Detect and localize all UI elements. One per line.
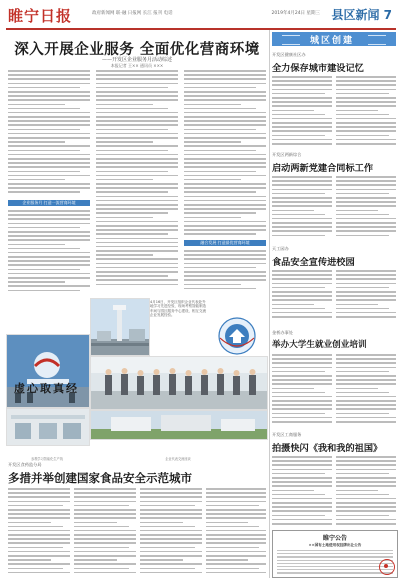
lead-body-col-2 (96, 70, 178, 292)
lead-subhead: ——开发区企业服务月活动综述 (101, 57, 172, 63)
rail-story-5-title: 拍摄快闪《我和我的祖国》 (272, 443, 383, 454)
rail-banner (272, 32, 396, 46)
rail-story-5-kicker: 开发区工商服务 (272, 432, 302, 437)
lead-byline: 本报记者 王×× 通讯员 ××× (110, 63, 164, 68)
newspaper-title: 睢宁日报 (8, 7, 73, 25)
rail-story-3-body-b (336, 270, 396, 322)
rail-story-1-body-b (336, 76, 396, 146)
issue-date: 2019年4月24日 星期三 (271, 11, 320, 16)
rail-story-5-body-a (272, 456, 332, 526)
rail-story-1-title: 全力保存城市建设记忆 (272, 63, 364, 74)
lead-mid-banner: 企业服务月 打造一流营商环境 (8, 200, 90, 206)
bottom-headline: 多措并举创建国家食品安全示范城市 (8, 471, 192, 485)
lead-body-col-1b (8, 210, 90, 292)
photo-workshop (6, 408, 90, 446)
rail-story-4-title: 举办大学生就业创业培训 (272, 340, 367, 350)
rail-story-4-body-b (336, 354, 396, 424)
lead-body-col-1 (8, 70, 90, 198)
rail-story-1-kicker: 开发区健康社区办 (272, 52, 306, 57)
rail-story-2-body-a (272, 176, 332, 240)
lead-body-col-3 (184, 70, 266, 238)
emblem-badge (212, 314, 262, 358)
rail-story-2-body-b (336, 176, 396, 240)
rail-story-3-kicker: 天工园办 (272, 246, 289, 251)
lead-body-col-3b (184, 250, 266, 292)
rail-story-4-body-a (272, 354, 332, 424)
photo-tower (90, 298, 150, 356)
lead-mid-banner-2: 融合发展 打造最优营商环境 (184, 240, 266, 246)
banner-decoration-right (368, 35, 386, 45)
banner-decoration-left (282, 35, 300, 45)
rail-story-3-body-a (272, 270, 332, 322)
official-seal-icon (379, 559, 395, 575)
bottom-body-col-1 (8, 488, 70, 576)
bottom-body-col-4 (206, 488, 266, 576)
photo-campus (90, 410, 268, 440)
notice-body (277, 550, 393, 574)
photo-event-stage (6, 334, 90, 408)
masthead (6, 4, 396, 30)
notice-title: 睢宁公告 (322, 535, 347, 542)
rail-story-2-title: 启动两新党建合同标工作 (272, 163, 374, 174)
column-divider (269, 30, 270, 578)
photo-group-visit (90, 356, 268, 410)
photo-feature (6, 298, 268, 440)
lead-headline: 深入开展企业服务 全面优化营商环境 (14, 42, 260, 58)
rail-banner-title: 城区创建 (310, 36, 355, 46)
rail-story-3-title: 食品安全宣传进校园 (272, 257, 355, 268)
photo-caption-2: 企业代表交流座谈 (165, 457, 191, 461)
photo-caption-1: 参观学习智能化生产线 (31, 457, 63, 461)
rail-story-2-kicker: 开发区两新综合 (272, 152, 302, 157)
photo-headline: 虚心取真经 (14, 382, 79, 395)
section-label: 县区新闻 7 (331, 8, 392, 22)
masthead-meta: 政府新闻网 联·融 日报网 长江 报刊 电话 (92, 11, 173, 16)
public-notice-ad (272, 530, 398, 578)
rail-story-1-body-a (272, 76, 332, 146)
notice-subtitle: ××国有土地使用权挂牌出让公告 (308, 543, 362, 547)
photo-quote: 4月16日，开发区组织企业代表赴外地学习先进经验，现场考察智能制造车间与园区服务中心建设，相互交流企业发展经验。 (150, 300, 206, 318)
bottom-body-col-3 (140, 488, 202, 576)
rail-story-4-kicker: 金桥办事处 (272, 330, 293, 335)
bottom-kicker: 开发区食药监分局 (8, 462, 42, 467)
rail-story-5-body-b (336, 456, 396, 526)
bottom-body-col-2 (74, 488, 136, 576)
